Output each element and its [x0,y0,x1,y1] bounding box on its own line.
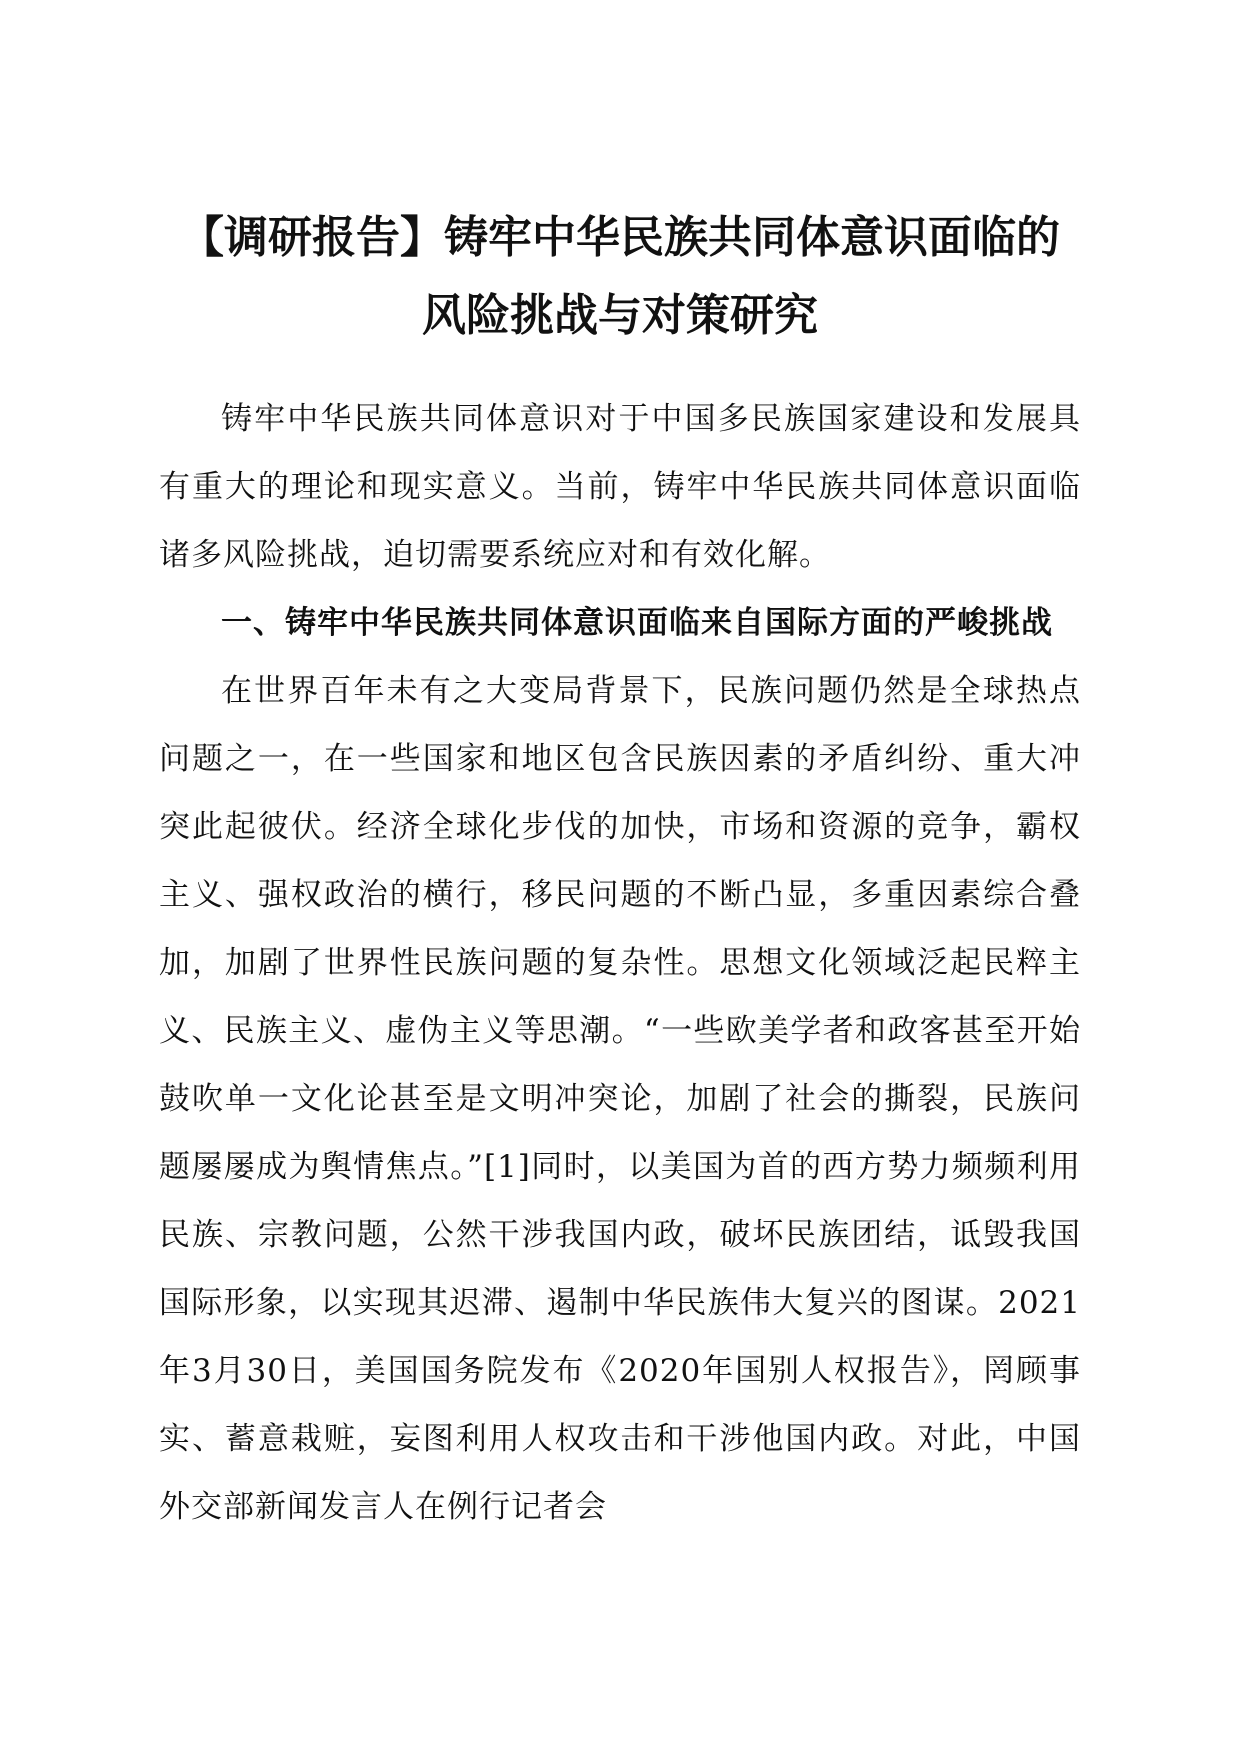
section-1-heading: 一、铸牢中华民族共同体意识面临来自国际方面的严峻挑战 [221,605,1053,641]
document-title [140,199,1100,355]
title-line-2: 风险挑战与对策研究 [422,290,818,342]
title-line-1: 【调研报告】铸牢中华民族共同体意识面临的 [180,212,1060,264]
intro-paragraph: 铸牢中华民族共同体意识对于中国多民族国家建设和发展具有重大的理论和现实意义。当前，铸牢中华民族共同体意识面临诸多风险挑战，迫切需要系统应对和有效化解。 [159,401,1081,573]
document-body [159,385,1081,1541]
section-1-paragraph: 在世界百年未有之大变局背景下，民族问题仍然是全球热点问题之一，在一些国家和地区包含民族因素的矛盾纠纷、重大冲突此起彼伏。经济全球化步伐的加快，市场和资源的竞争，霸权主义、强权政治的横行，移民问题的不断凸显，多重因素综合叠加，加剧了世界性民族问题的复杂性。思想文化领域泛起民粹主义、民族主义、虚伪主义等思潮。“一些欧美学者和政客甚至开始鼓吹单一文化论甚至是文明冲突论，加剧了社会的撕裂，民族问题屡屡成为舆情焦点。”[1]同时，以美国为首的西方势力频频利用民族、宗教问题，公然干涉我国内政，破坏民族团结，诋毁我国国际形象，以实现其迟滞、遏制中华民族伟大复兴的图谋。2021年3月30日，美国国务院发布《2020年国别人权报告》，罔顾事实、蓄意栽赃，妄图利用人权攻击和干涉他国内政。对此，中国外交部新闻发言人在例行记者会 [159,673,1081,1525]
